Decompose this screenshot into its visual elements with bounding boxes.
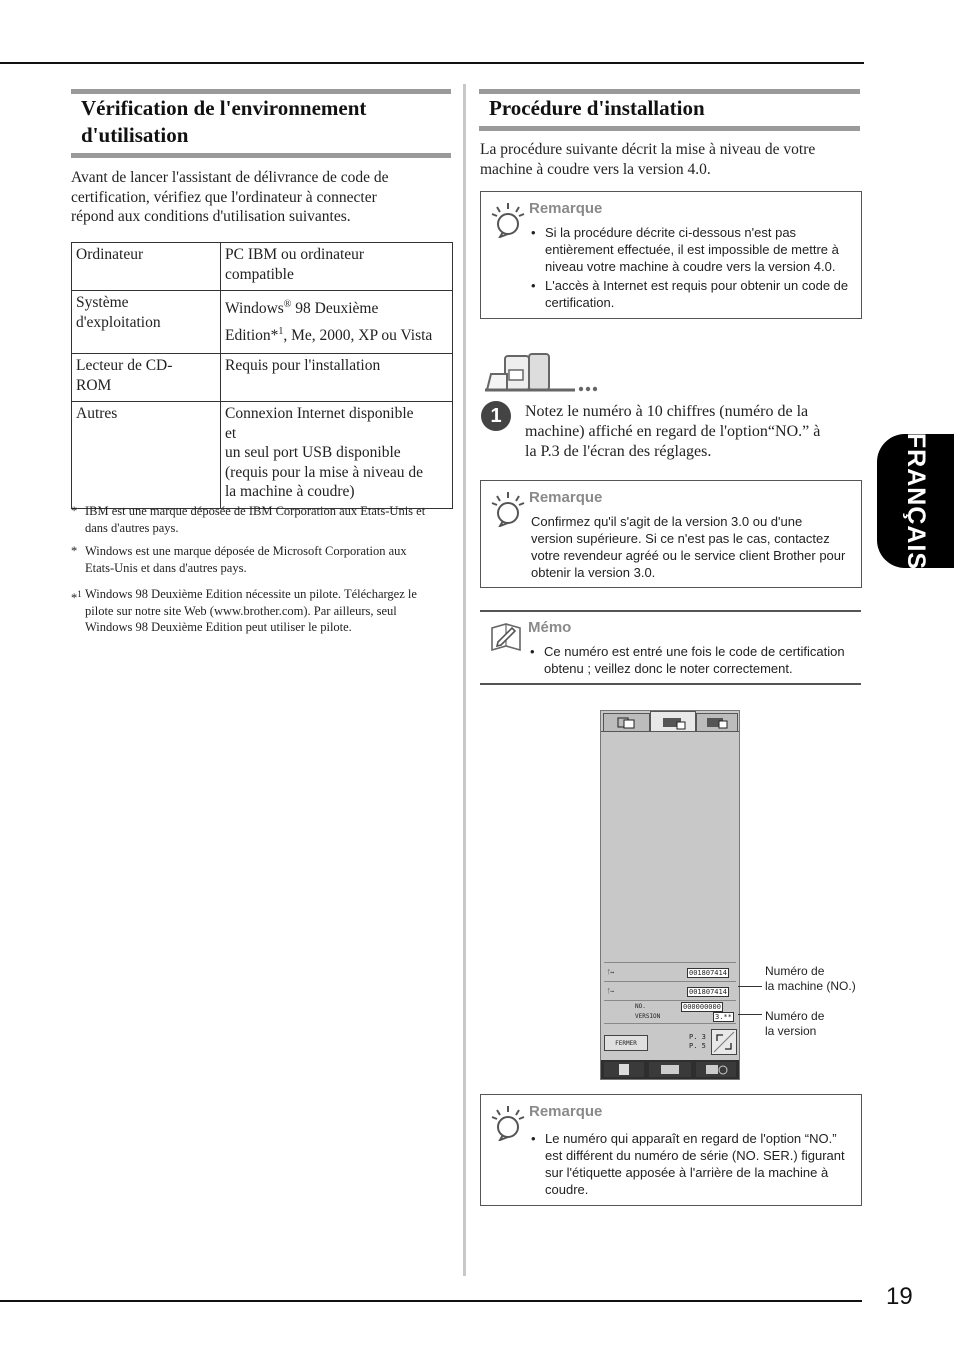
memo-title: Mémo (528, 619, 572, 636)
memo-body (528, 643, 858, 677)
table-row (72, 354, 453, 402)
heading-bar-top (71, 89, 451, 94)
page-icon (604, 1062, 644, 1077)
footnote-asterisk: * (71, 591, 78, 606)
counter-value-1: 001807414 (689, 969, 727, 977)
intro-line: répond aux conditions d'utilisation suivantes. (71, 208, 351, 225)
heading-line: d'utilisation (81, 123, 189, 147)
cell-text: compatible (225, 265, 294, 283)
cell-text: la machine à coudre) (225, 483, 355, 501)
env-intro (71, 168, 456, 227)
section-heading-install: Procédure d'installation (489, 96, 705, 120)
note-line: L'accès à Internet est requis pour obtenir un code de (545, 278, 849, 293)
callout-version (765, 1009, 824, 1039)
panel-divider (604, 981, 736, 982)
table-cell (72, 291, 221, 354)
table-cell (221, 402, 453, 509)
memo-line: obtenu ; veillez donc le noter correctement. (544, 661, 793, 676)
note-body (531, 513, 859, 581)
heading-bar-bottom (479, 126, 860, 131)
bullet-dot: • (531, 225, 536, 240)
heading-line: Vérification de l'environnement (81, 96, 367, 120)
page-current: P. 3 (689, 1033, 706, 1041)
note-box-3 (480, 1094, 862, 1206)
lightbulb-note-icon (491, 1105, 525, 1141)
bottom-rule (0, 1300, 862, 1302)
footnote-driver (71, 586, 456, 636)
cell-text (225, 320, 448, 347)
tab-settings-2[interactable] (650, 711, 696, 732)
machine-lcd-screen (600, 710, 740, 1080)
step-line: la P.3 de l'écran des réglages. (525, 443, 712, 460)
cell-text: (requis pour la mise à niveau de (225, 463, 423, 481)
table-cell (221, 354, 453, 402)
lcd-bottom-toolbar (601, 1060, 739, 1079)
version-value: 3.** (715, 1013, 732, 1021)
toolbar-button-page[interactable] (604, 1062, 644, 1077)
page-number: 19 (886, 1283, 913, 1310)
cell-text: et (225, 424, 237, 442)
note-line: obtenir la version 3.0. (531, 565, 656, 580)
panel-divider (604, 1023, 736, 1024)
step-1-text (525, 402, 860, 462)
bullet-item (529, 1130, 859, 1198)
note-line: Si la procédure décrite ci-dessous n'est pas (545, 225, 797, 240)
table-row (72, 243, 453, 291)
page-indicator (689, 1033, 706, 1051)
table-row (72, 291, 453, 354)
heading-bar-bottom (71, 153, 451, 158)
callout-machine-number (765, 964, 856, 994)
lightbulb-note-icon (491, 202, 525, 238)
note-line: niveau votre machine à coudre vers la version 4.0. (545, 259, 836, 274)
page-arrows-icon (712, 1030, 736, 1054)
cell-text: PC IBM ou ordinateur (225, 246, 365, 263)
panel-divider (604, 1000, 736, 1001)
page-total: P. 5 (689, 1042, 706, 1050)
toolbar-button-settings[interactable] (696, 1062, 736, 1077)
intro-line: certification, vérifiez que l'ordinateur à connecter (71, 188, 377, 206)
machine-number-value: 000000000 (683, 1003, 721, 1011)
note-line: Le numéro qui apparaît en regard de l'option “NO.” (545, 1131, 837, 1146)
footnote-line: Windows est une marque déposée de Microsoft Corporation aux (85, 544, 407, 558)
toolbar-button-machine[interactable] (649, 1062, 691, 1077)
note-title: Remarque (529, 489, 603, 506)
intro-line: machine à coudre vers la version 4.0. (480, 160, 711, 178)
requirements-table (71, 242, 453, 509)
tab-settings-1[interactable] (603, 713, 650, 732)
table-cell (72, 354, 221, 402)
settings-icon (696, 1062, 736, 1077)
tab-settings-3[interactable] (696, 713, 738, 732)
tab-underline (601, 731, 739, 732)
cell-text: Windows (225, 300, 284, 318)
embroidery-tab-icon (697, 714, 737, 731)
note-line: Confirmez qu'il s'agit de la version 3.0 ou d'une (531, 514, 803, 529)
lightbulb-note-icon (491, 491, 525, 527)
footnote-mark (71, 586, 82, 607)
sewing-machine-icon (483, 352, 601, 396)
settings-page-icon (604, 714, 649, 731)
side-tab-label: FRANÇAIS (902, 432, 931, 570)
note-title: Remarque (529, 200, 603, 217)
step-line: machine) affiché en regard de l'option“NO.” à (525, 423, 821, 440)
table-cell (221, 243, 453, 291)
cell-text: Edition* (225, 327, 279, 345)
machine-help-icon (649, 1062, 691, 1077)
note-title: Remarque (529, 1103, 603, 1120)
needle-row-1 (607, 969, 614, 976)
intro-line: La procédure suivante décrit la mise à niveau de votre (480, 141, 816, 158)
cell-text: Requis pour l'installation (225, 357, 381, 375)
bullet-dot: • (531, 278, 536, 293)
footnote-windows (71, 543, 456, 576)
language-side-tab (877, 434, 954, 568)
footnote-line: Windows 98 Deuxième Edition nécessite un pilote. Téléchargez le (85, 587, 417, 601)
footnote-mark: * (71, 544, 78, 558)
install-intro (480, 140, 865, 179)
cell-text: ROM (76, 376, 112, 394)
step-line: Notez le numéro à 10 chiffres (numéro de la (525, 403, 809, 420)
note-line: certification. (545, 295, 615, 310)
callout-line-2 (738, 1014, 762, 1015)
cell-text: un seul port USB disponible (225, 444, 401, 462)
note-line: version supérieure. Si ce n'est pas le cas, contactez (531, 531, 830, 546)
column-divider (463, 84, 466, 1276)
needle-icon: ᛏ⟼ (607, 988, 615, 995)
cell-text (225, 293, 448, 320)
footnote-mark: * (71, 504, 78, 518)
heading-bar-top (479, 89, 860, 94)
footnote-line: dans d'autres pays. (85, 520, 179, 535)
cell-text: Autres (76, 405, 118, 423)
cell-text: , Me, 2000, XP ou Vista (283, 327, 433, 345)
registered-mark: ® (283, 299, 292, 310)
page-nav-button[interactable] (711, 1029, 737, 1055)
note-line: est différent du numéro de série (NO. SER.) figurant (545, 1148, 845, 1163)
machine-tab-icon (651, 712, 695, 732)
footnote-sup: 1 (77, 589, 82, 599)
bullet-item (529, 224, 859, 275)
counter-value-2: 001807414 (689, 988, 727, 996)
note-line: entièrement effectuée, il est impossible de mettre à (545, 242, 839, 257)
bullet-dot: • (531, 1131, 536, 1146)
cell-text: Connexion Internet disponible (225, 405, 414, 423)
cell-text: Lecteur de CD- (76, 357, 173, 375)
note-line: votre revendeur agréé ou le service client Brother pour (531, 548, 846, 563)
version-label: VERSION (635, 1013, 661, 1020)
note-line: sur l'étiquette apposée à l'arrière de la machine à (545, 1165, 829, 1180)
section-heading-env (81, 95, 366, 149)
footnote-line: pilote sur notre site Web (www.brother.com). Par ailleurs, seul (85, 603, 397, 618)
callout-line: Numéro de (765, 964, 825, 978)
side-tab-label-wrap (877, 434, 954, 568)
panel-divider (604, 962, 736, 963)
footnote-line: Windows 98 Deuxième Edition peut utiliser le pilote. (85, 620, 352, 634)
bullet-item (529, 277, 859, 311)
note-line: coudre. (545, 1182, 589, 1197)
callout-line: Numéro de (765, 1009, 825, 1023)
footnote-line: Etats-Unis et dans d'autres pays. (85, 560, 247, 575)
no-label: NO. (635, 1003, 646, 1010)
callout-line-1 (738, 986, 762, 987)
note-body (529, 1130, 859, 1198)
bullet-dot: • (530, 644, 535, 659)
table-cell (72, 243, 221, 291)
footnote-ibm (71, 503, 456, 536)
table-row (72, 402, 453, 509)
note-box-2 (480, 480, 862, 588)
cell-text: d'exploitation (76, 313, 161, 331)
footnote-line: IBM est une marque déposée de IBM Corporation aux Etats-Unis et (85, 504, 426, 518)
close-button[interactable]: FERMER (604, 1035, 648, 1051)
memo-line: Ce numéro est entré une fois le code de certification (544, 644, 845, 659)
cell-text: 98 Deuxième (291, 300, 379, 318)
intro-line: Avant de lancer l'assistant de délivrance de code de (71, 169, 389, 186)
note-box-1 (480, 191, 862, 319)
needle-row-2 (607, 988, 614, 995)
cell-text: Système (76, 294, 129, 311)
pencil-memo-icon (490, 622, 522, 652)
top-rule (0, 62, 864, 64)
note-body (529, 224, 859, 311)
table-cell (72, 402, 221, 509)
cell-text: Ordinateur (76, 246, 144, 263)
callout-line: la machine (NO.) (765, 979, 856, 993)
footnote-ref: 1 (278, 326, 284, 338)
needle-icon: ᛏ↦ (607, 969, 615, 976)
memo-rule-top (480, 610, 861, 612)
table-cell (221, 291, 453, 354)
bullet-item (528, 643, 858, 677)
memo-rule-bottom (480, 683, 861, 685)
step-number: 1 (481, 401, 511, 431)
callout-line: la version (765, 1024, 817, 1038)
